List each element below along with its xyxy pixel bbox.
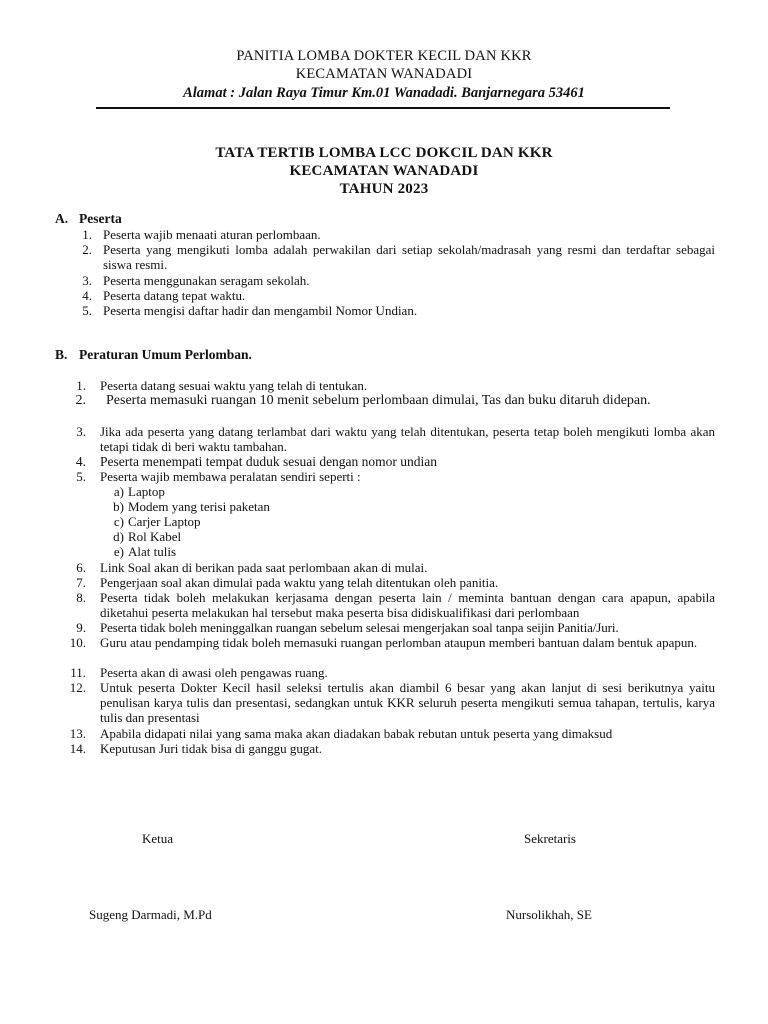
section-a-heading (55, 211, 122, 227)
list-item-number: 14. (69, 741, 86, 756)
list-item-number: 3. (76, 424, 86, 439)
list-item-number: 3. (82, 273, 92, 288)
equipment-text: Carjer Laptop (128, 514, 201, 529)
list-item-number: 10. (69, 635, 86, 650)
letterhead (0, 47, 768, 103)
letterhead-committee: PANITIA LOMBA DOKTER KECIL DAN KKR (236, 48, 532, 64)
equipment-label: b) (113, 499, 124, 514)
list-item-text: Peserta wajib membawa peralatan sendiri seperti : (100, 469, 361, 484)
equipment-text: Modem yang terisi paketan (128, 499, 270, 514)
equipment-label: e) (113, 544, 124, 559)
signature-role-secretary: Sekretaris (524, 831, 576, 846)
letterhead-district: KECAMATAN WANADADI (295, 66, 473, 82)
list-item-number: 8. (76, 590, 86, 605)
list-item-number: 9. (76, 620, 86, 635)
list-item-text: Pengerjaan soal akan dimulai pada waktu yang telah ditentukan oleh panitia. (100, 575, 499, 590)
list-item-number: 13. (69, 726, 86, 741)
list-item-number: 4. (75, 454, 86, 469)
list-item-text: Guru atau pendamping tidak boleh memasuki ruangan perlomban ataupun memberi bantuan dalam bentuk apapun. (100, 635, 698, 650)
list-item-number: 7. (76, 575, 86, 590)
list-item-number: 1. (82, 227, 92, 242)
list-item-text: Peserta tidak boleh meninggalkan ruangan sebelum selesai mengerjakan soal tanpa seijin Panitia/Juri. (100, 620, 619, 635)
signature-role-chair: Ketua (142, 831, 174, 846)
equipment-label: a) (113, 484, 124, 499)
list-item-number: 2. (82, 242, 92, 257)
list-item-text: Peserta memasuki ruangan 10 menit sebelum perlombaan dimulai, Tas dan buku ditaruh didepan. (106, 393, 651, 408)
list-item-number: 5. (76, 469, 86, 484)
title-line-1: TATA TERTIB LOMBA LCC DOKCIL DAN KKR (215, 145, 553, 161)
list-item-number: 5. (82, 303, 92, 318)
list-item-number: 6. (76, 560, 86, 575)
list-item-text: Peserta mengisi daftar hadir dan mengambil Nomor Undian. (103, 303, 418, 318)
signature-name-secretary: Nursolikhah, SE (506, 907, 592, 922)
list-item-text: Apabila didapati nilai yang sama maka akan diadakan babak rebutan untuk peserta yang dimaksud (100, 726, 613, 741)
list-item-text: Peserta akan di awasi oleh pengawas ruang. (100, 665, 328, 680)
list-item-number: 2. (75, 393, 86, 408)
section-b-heading (55, 347, 252, 363)
document-title (0, 144, 768, 198)
equipment-text: Alat tulis (128, 544, 177, 559)
list-item-text: Peserta datang sesuai waktu yang telah di tentukan. (100, 378, 368, 393)
list-item-text: Keputusan Juri tidak bisa di ganggu gugat. (100, 741, 323, 756)
list-item-number: 12. (69, 680, 86, 695)
list-item-text: Peserta menempati tempat duduk sesuai dengan nomor undian (100, 454, 438, 469)
list-item-text: Peserta datang tepat waktu. (103, 288, 246, 303)
section-a-title: Peserta (79, 211, 122, 226)
title-line-3: TAHUN 2023 (339, 181, 429, 197)
equipment-label: d) (113, 529, 124, 544)
section-a-letter: A. (55, 211, 69, 226)
signature-name-chair: Sugeng Darmadi, M.Pd (89, 907, 212, 922)
equipment-label: c) (113, 514, 124, 529)
list-item-text: Peserta tidak boleh melakukan kerjasama dengan peserta lain / meminta bantuan dengan cara apapun, apabila diketahui peserta melakukan hal tersebut maka peserta bisa didiskualifikasi dari perlombaan (100, 590, 715, 621)
list-item-number: 11. (70, 665, 86, 680)
list-item-text: Link Soal akan di berikan pada saat perlombaan akan di mulai. (100, 560, 428, 575)
list-item-text: Peserta wajib menaati aturan perlombaan. (103, 227, 321, 242)
list-item-number: 4. (82, 288, 92, 303)
list-item-text: Peserta yang mengikuti lomba adalah perwakilan dari setiap sekolah/madrasah yang resmi dan terdaftar sebagai siswa resmi. (103, 242, 715, 273)
list-item-number: 1. (76, 378, 86, 393)
equipment-text: Rol Kabel (128, 529, 182, 544)
equipment-text: Laptop (128, 484, 165, 499)
list-item-text: Untuk peserta Dokter Kecil hasil seleksi tertulis akan diambil 6 besar yang akan lanjut di sesi berikutnya yaitu penulisan karya tulis dan presentasi, sedangkan untuk KKR seluruh peserta mengikuti semua tahapan, tertulis, karya tulis dan presentasi (100, 680, 715, 726)
list-item-text: Jika ada peserta yang datang terlambat dari waktu yang telah ditentukan, peserta tetap boleh mengikuti lomba akan tetapi tidak di beri waktu tambahan. (100, 424, 715, 455)
section-b-title: Peraturan Umum Perlomban. (79, 347, 252, 362)
title-line-2: KECAMATAN WANADADI (289, 163, 479, 179)
list-item-text: Peserta menggunakan seragam sekolah. (103, 273, 310, 288)
letterhead-address: Alamat : Jalan Raya Timur Km.01 Wanadadi. Banjarnegara 53461 (183, 85, 585, 101)
letterhead-divider (96, 107, 670, 109)
section-b-letter: B. (55, 347, 68, 362)
